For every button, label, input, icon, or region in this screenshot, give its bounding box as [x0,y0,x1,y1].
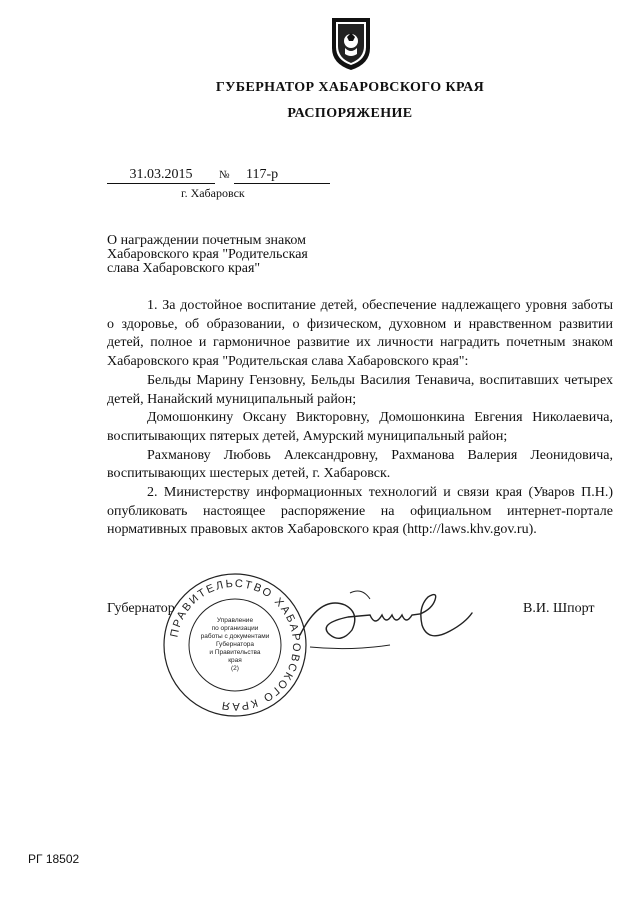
body-paragraph: Бельды Марину Гензовну, Бельды Василия Тенавича, воспитавших четырех детей, Нанайский муниципальный район; [107,372,613,407]
body-paragraph: 2. Министерству информационных технологий и связи края (Уваров П.Н.) опубликовать настоящее распоряжение на официальном интернет-портале нормативных правовых актов Хабаровского края (http://laws.khv.gov.ru). [107,485,613,538]
document-body [107,297,613,540]
signer-name: В.И. Шпорт [523,601,595,616]
seal-line: работы с документами [200,633,270,640]
seal-line: (2) [231,665,239,672]
subject-line: О награждении почетным знаком [107,233,306,248]
body-paragraph: Рахманову Любовь Александровну, Рахманова Валерия Леонидовича, воспитывающих шестерых детей, г. Хабаровск. [107,447,613,482]
seal-line: по организации [211,625,259,632]
seal-line: края [228,657,242,664]
coat-of-arms-emblem [328,14,374,72]
body-paragraph: Домошонкину Оксану Викторовну, Домошонкина Евгения Николаевича, воспитывающих пятерых детей, Амурский муниципальный район; [107,410,613,444]
subject-line: Хабаровского края "Родительская [107,247,308,262]
seal-line: Губернатора [215,641,255,648]
document-number: 117-р [234,166,330,184]
subject-line: слава Хабаровского края" [107,261,261,276]
seal-ring-text: ПРАВИТЕЛЬСТВО ХАБАРОВСКОГО КРАЯ [168,577,303,713]
official-seal [160,570,310,720]
seal-line: Управление [216,617,254,624]
signer-role: Губернатор [107,601,175,616]
document-city: г. Хабаровск [181,186,245,200]
document-subject [107,234,367,276]
issuer-title: ГУБЕРНАТОР ХАБАРОВСКОГО КРАЯ [215,80,485,95]
handwritten-signature [290,585,480,660]
document-reference: РГ 18502 [28,852,80,866]
body-paragraph: 1. За достойное воспитание детей, обеспечение надлежащего уровня заботы о здоровье, об образовании, о физическом, духовном и нравственном развитии детей, полное и гармоничное развитие их личности наградить почетным знаком Хабаровского края "Родительская слава Хабаровского края": [107,298,613,370]
document-date: 31.03.2015 [107,166,215,184]
document-type: РАСПОРЯЖЕНИЕ [287,106,413,121]
seal-line: и Правительства [209,649,261,656]
number-label: № [219,169,230,181]
